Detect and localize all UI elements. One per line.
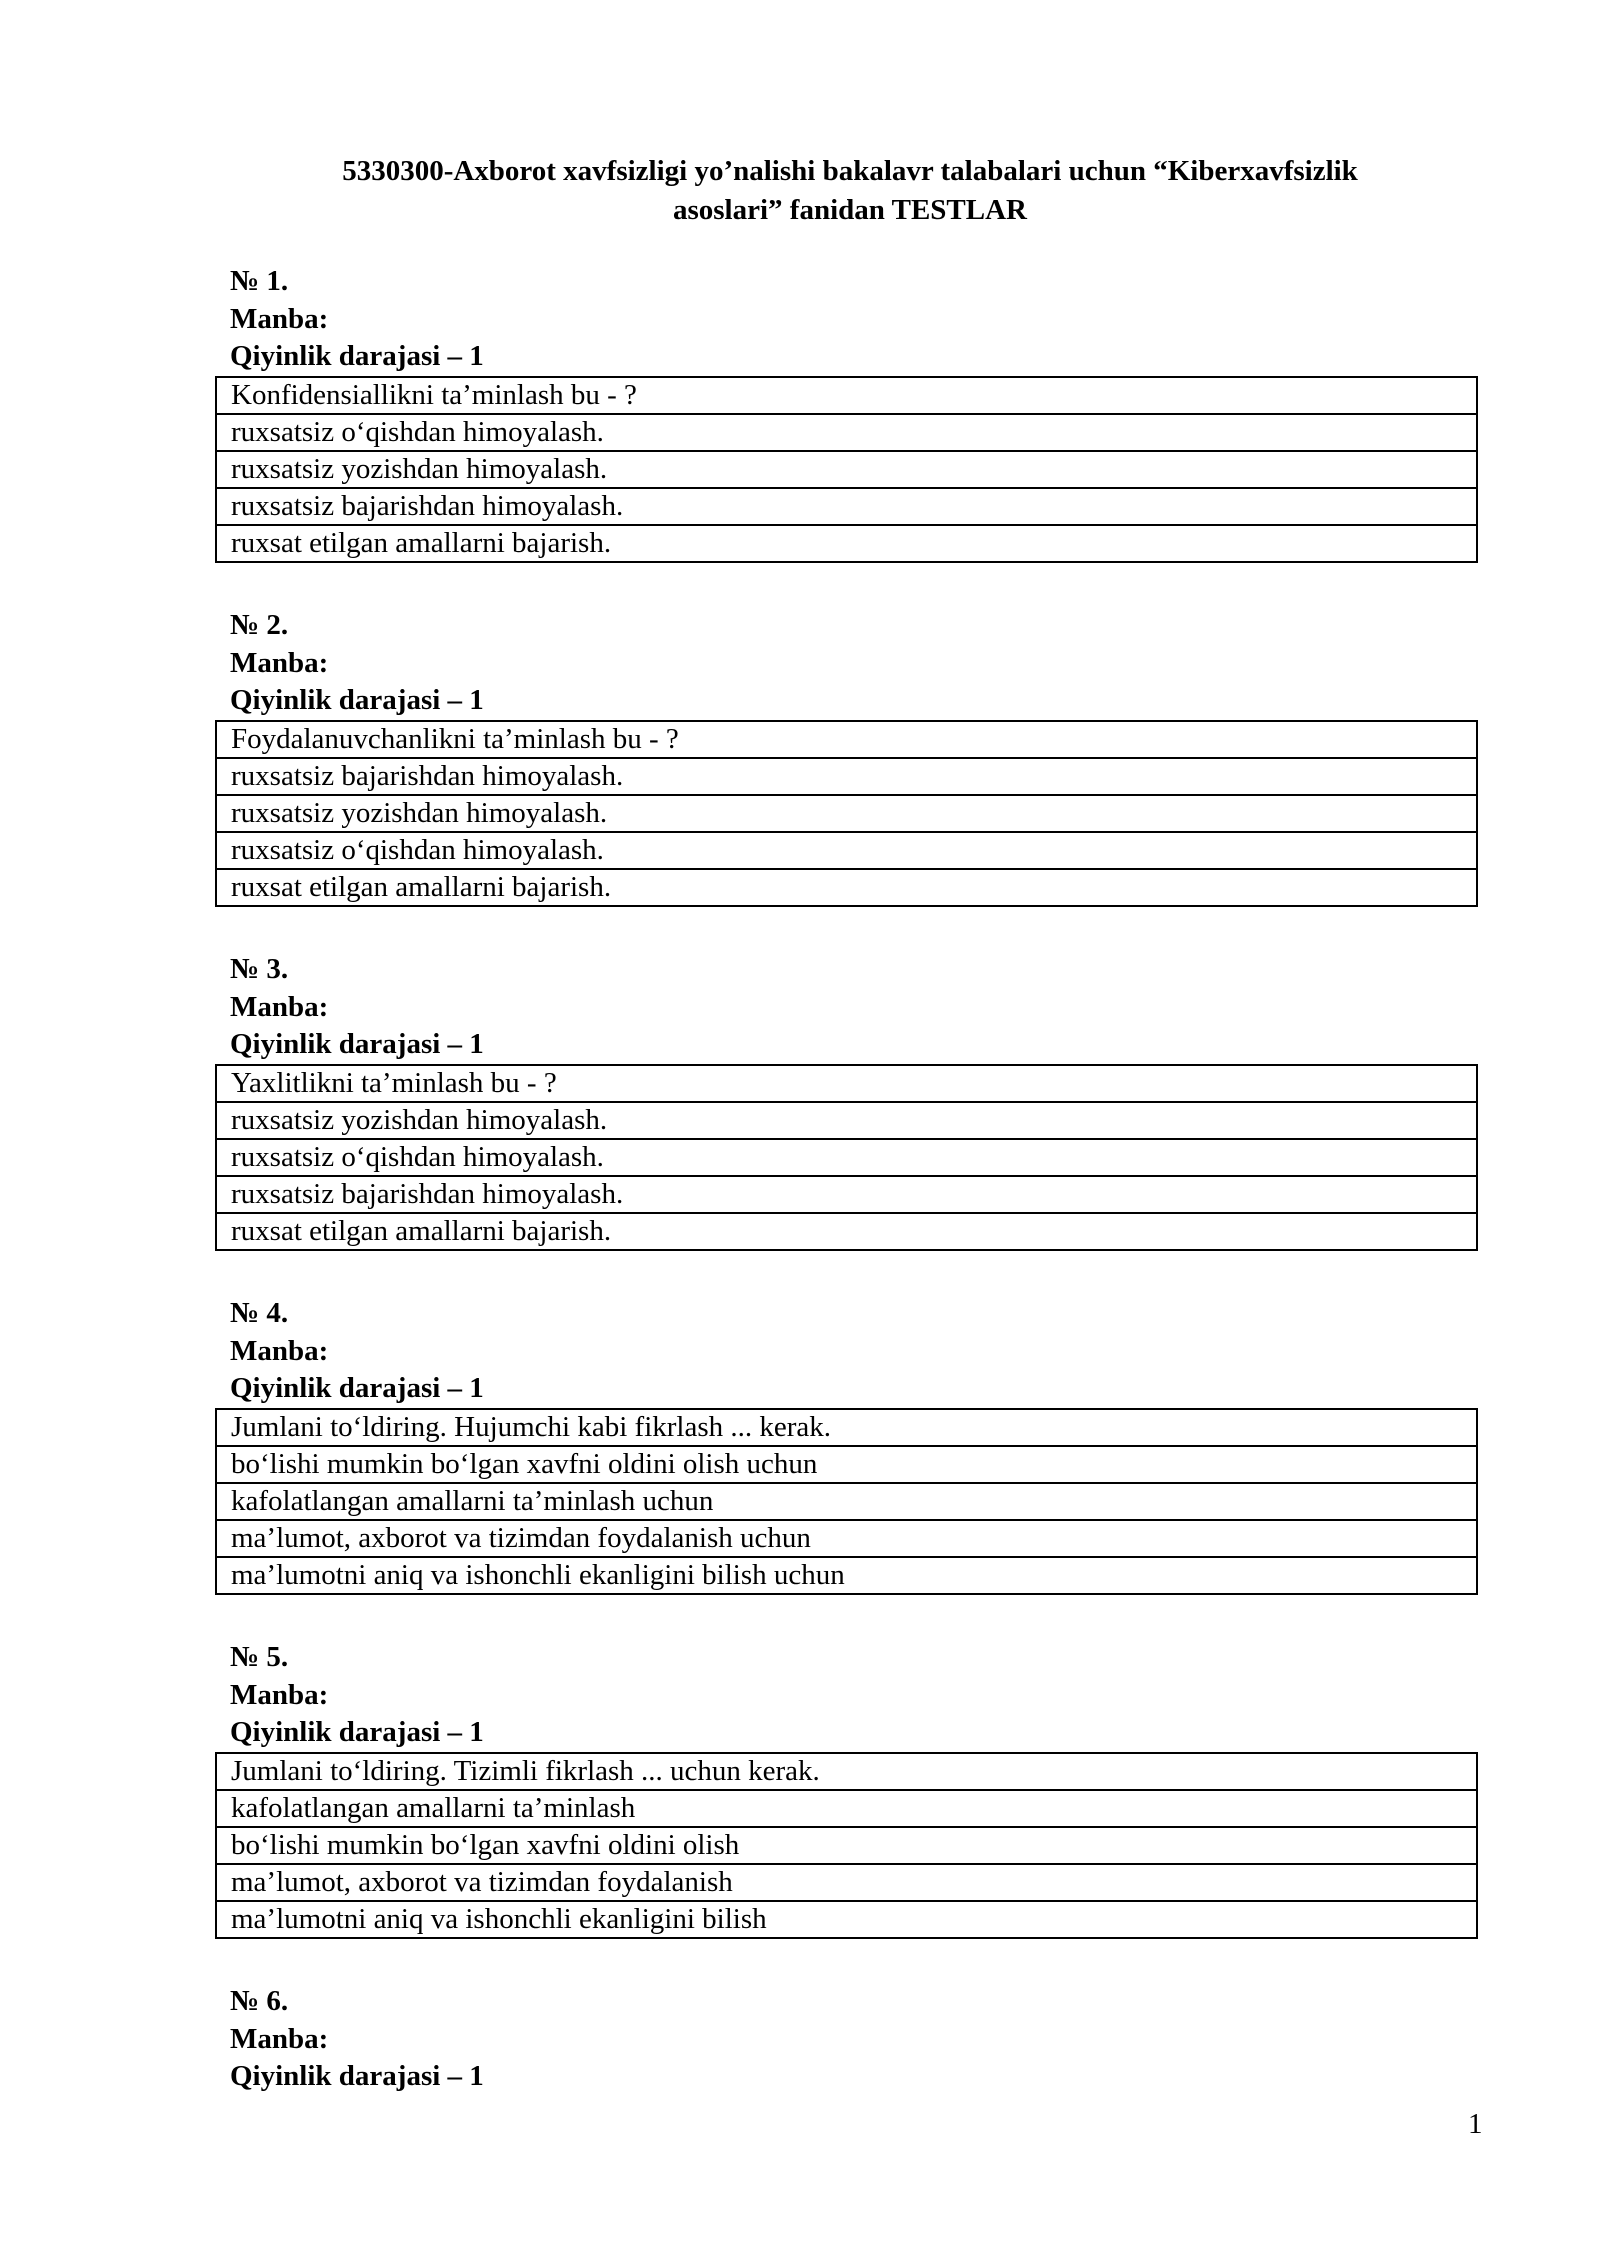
- question-cell: Jumlani to‘ldiring. Hujumchi kabi fikrlash ... kerak.: [216, 1409, 1477, 1446]
- test-block-4: [215, 1295, 1478, 1595]
- test-table: [215, 720, 1478, 907]
- option-cell: ruxsatsiz yozishdan himoyalash.: [216, 795, 1477, 832]
- test-difficulty: Qiyinlik darajasi – 1: [230, 1372, 484, 1404]
- test-table: [215, 1752, 1478, 1939]
- test-source: Manba:: [230, 2022, 329, 2055]
- option-cell: ruxsatsiz bajarishdan himoyalash.: [216, 488, 1477, 525]
- option-cell: bo‘lishi mumkin bo‘lgan xavfni oldini olish: [216, 1827, 1477, 1864]
- test-block-6: [215, 1983, 1478, 2096]
- test-source: Manba:: [230, 1678, 329, 1711]
- test-difficulty: Qiyinlik darajasi – 1: [230, 1716, 484, 1748]
- test-difficulty: Qiyinlik darajasi – 1: [230, 684, 484, 716]
- test-number: № 6.: [230, 1985, 289, 2017]
- page-number: 1: [1468, 2108, 1483, 2140]
- test-table: [215, 1064, 1478, 1251]
- question-cell: Jumlani to‘ldiring. Tizimli fikrlash ... uchun kerak.: [216, 1753, 1477, 1790]
- test-source: Manba:: [230, 1334, 329, 1367]
- title-line-1: 5330300-Axborot xavfsizligi yo’nalishi bakalavr talabalari uchun “Kiberxavfsizlik: [342, 155, 1358, 187]
- option-cell: ruxsatsiz bajarishdan himoyalash.: [216, 758, 1477, 795]
- option-cell: ruxsatsiz bajarishdan himoyalash.: [216, 1176, 1477, 1213]
- title-line-2: asoslari” fanidan TESTLAR: [672, 194, 1028, 226]
- test-block-3: [215, 951, 1478, 1251]
- question-cell: Yaxlitlikni ta’minlash bu - ?: [216, 1065, 1477, 1102]
- test-number: № 4.: [230, 1297, 289, 1329]
- test-source: Manba:: [230, 990, 329, 1023]
- test-number: № 2.: [230, 609, 289, 641]
- question-cell: Foydalanuvchanlikni ta’minlash bu - ?: [216, 721, 1477, 758]
- test-table: [215, 1408, 1478, 1595]
- option-cell: ma’lumotni aniq va ishonchli ekanligini bilish uchun: [216, 1557, 1477, 1594]
- test-number: № 5.: [230, 1641, 289, 1673]
- option-cell: ma’lumot, axborot va tizimdan foydalanish: [216, 1864, 1477, 1901]
- option-cell: ruxsatsiz o‘qishdan himoyalash.: [216, 1139, 1477, 1176]
- option-cell: ma’lumot, axborot va tizimdan foydalanish uchun: [216, 1520, 1477, 1557]
- test-difficulty: Qiyinlik darajasi – 1: [230, 340, 484, 372]
- test-difficulty: Qiyinlik darajasi – 1: [230, 1028, 484, 1060]
- option-cell: ruxsatsiz o‘qishdan himoyalash.: [216, 832, 1477, 869]
- test-table: [215, 376, 1478, 563]
- test-number: № 1.: [230, 265, 289, 297]
- option-cell: ruxsat etilgan amallarni bajarish.: [216, 869, 1477, 906]
- option-cell: kafolatlangan amallarni ta’minlash: [216, 1790, 1477, 1827]
- option-cell: ruxsat etilgan amallarni bajarish.: [216, 1213, 1477, 1250]
- test-source: Manba:: [230, 302, 329, 335]
- document-title: [215, 152, 1485, 230]
- test-block-2: [215, 607, 1478, 907]
- option-cell: ruxsat etilgan amallarni bajarish.: [216, 525, 1477, 562]
- test-block-5: [215, 1639, 1478, 1939]
- option-cell: ruxsatsiz yozishdan himoyalash.: [216, 1102, 1477, 1139]
- question-cell: Konfidensiallikni ta’minlash bu - ?: [216, 377, 1477, 414]
- option-cell: bo‘lishi mumkin bo‘lgan xavfni oldini olish uchun: [216, 1446, 1477, 1483]
- option-cell: ruxsatsiz yozishdan himoyalash.: [216, 451, 1477, 488]
- test-difficulty: Qiyinlik darajasi – 1: [230, 2060, 484, 2092]
- option-cell: ma’lumotni aniq va ishonchli ekanligini bilish: [216, 1901, 1477, 1938]
- test-source: Manba:: [230, 646, 329, 679]
- option-cell: ruxsatsiz o‘qishdan himoyalash.: [216, 414, 1477, 451]
- test-block-1: [215, 263, 1478, 563]
- test-number: № 3.: [230, 953, 289, 985]
- option-cell: kafolatlangan amallarni ta’minlash uchun: [216, 1483, 1477, 1520]
